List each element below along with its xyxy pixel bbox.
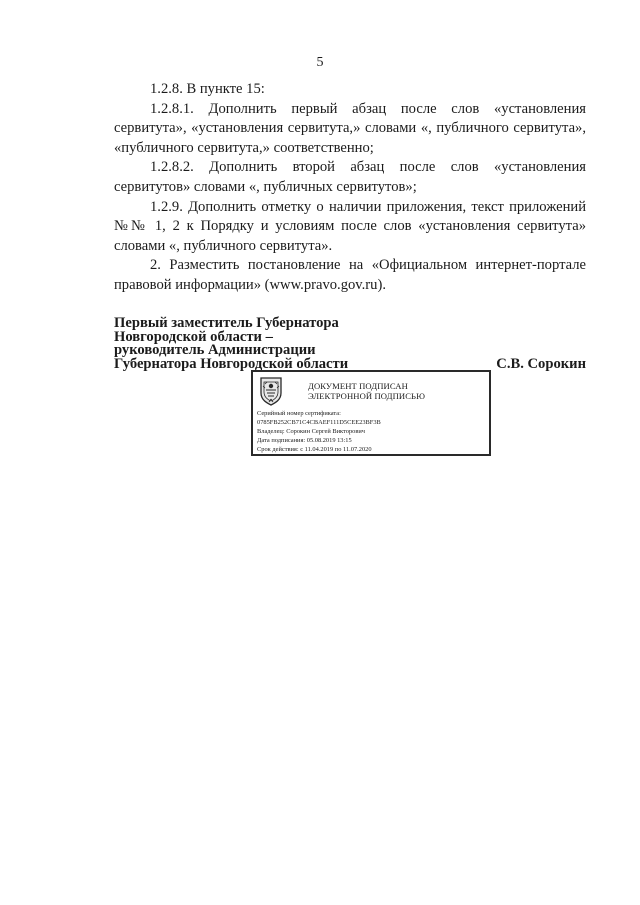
signatory-block	[114, 317, 586, 371]
stamp-title-line: ЭЛЕКТРОННОЙ ПОДПИСЬЮ	[308, 391, 426, 401]
paragraph-1-2-9: 1.2.9. Дополнить отметку о наличии приложения, текст приложений №№ 1, 2 к Порядку и условиям после слов «установления сервитута» словами «, публичного сервитута».	[114, 198, 586, 254]
certificate-serial-number: 0785FB252CB71C4CBAEF111D5CEE23BF3B	[257, 419, 381, 426]
paragraph-1-2-8-2: 1.2.8.2. Дополнить второй абзац после слов «установления сервитутов» словами «, публичных сервитутов»;	[114, 159, 586, 195]
stamp-title	[308, 381, 425, 401]
paragraph-1-2-8-1: 1.2.8.1. Дополнить первый абзац после слов «установления сервитута», «установления сервитута,» словами «, публичного сервитута», «публичного сервитута,» соответственно;	[114, 100, 586, 156]
validity-period: Срок действия: с 11.04.2019 по 11.07.2020	[257, 446, 372, 453]
document-body	[114, 80, 586, 296]
signatory-name: С.В. Сорокин	[496, 355, 586, 372]
electronic-signature-stamp	[251, 370, 491, 456]
certificate-owner: Владелец: Сорокин Сергей Викторович	[257, 428, 365, 435]
signatory-title-line: Новгородской области –	[114, 328, 273, 345]
stamp-details	[257, 409, 381, 454]
paragraph-1-2-8: 1.2.8. В пункте 15:	[150, 81, 265, 97]
coat-of-arms-icon	[258, 376, 284, 406]
signatory-title-line: Первый заместитель Губернатора	[114, 315, 339, 331]
signatory-title-line: Губернатора Новгородской области	[114, 355, 349, 372]
page-number: 5	[316, 55, 324, 70]
stamp-title-line: ДОКУМЕНТ ПОДПИСАН	[308, 381, 408, 391]
certificate-serial-label: Серийный номер сертификата:	[257, 410, 341, 417]
signing-date: Дата подписания: 05.08.2019 13:15	[257, 437, 352, 444]
signatory-title-line: руководитель Администрации	[114, 342, 316, 359]
paragraph-2: 2. Разместить постановление на «Официальном интернет-портале правовой информации» (www.pravo.gov.ru).	[114, 257, 586, 293]
